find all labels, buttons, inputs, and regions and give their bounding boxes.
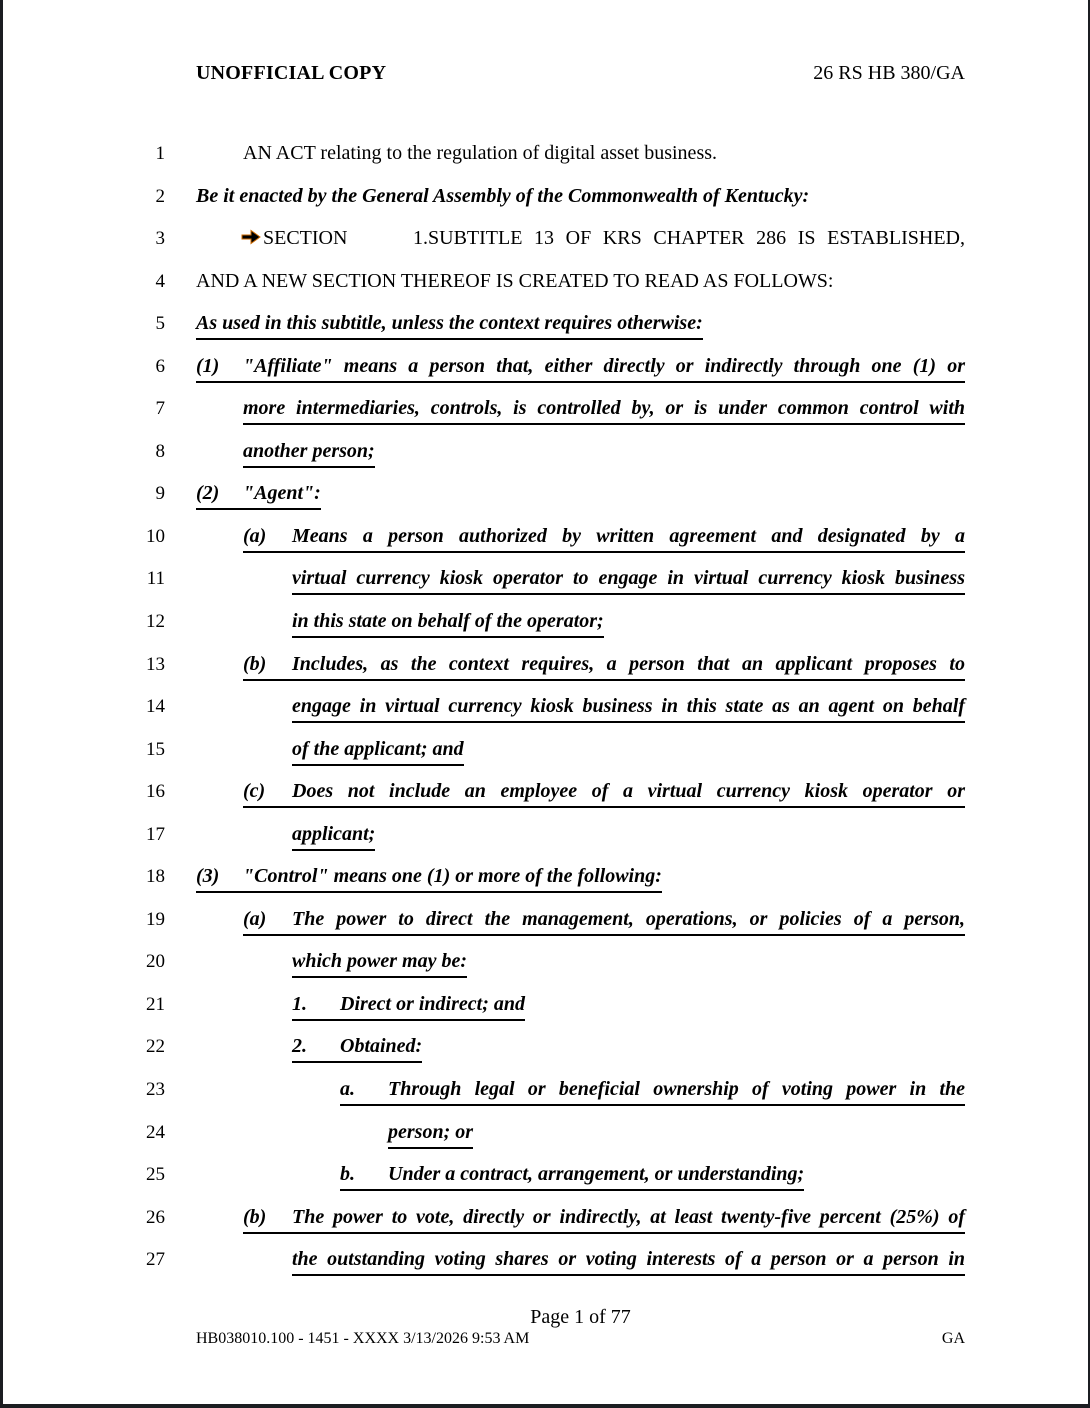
line-text: "Affiliate" means a person that, either directly or indirectly through one (1) or bbox=[243, 354, 965, 377]
line-text-segment bbox=[243, 779, 965, 808]
line-text-segment bbox=[340, 1162, 804, 1191]
item-marker: (a) bbox=[243, 907, 267, 930]
line-number: 2 bbox=[155, 185, 165, 207]
document-line bbox=[3, 992, 1088, 1035]
page-header bbox=[196, 62, 965, 85]
document-line bbox=[3, 566, 1088, 609]
item-marker: (1) bbox=[196, 354, 220, 377]
item-marker: (b) bbox=[243, 652, 267, 675]
line-text-segment bbox=[240, 226, 965, 251]
line-number: 23 bbox=[146, 1079, 165, 1101]
line-text: another person; bbox=[243, 439, 375, 462]
line-number: 8 bbox=[155, 440, 165, 462]
document-line bbox=[3, 481, 1088, 524]
document-line bbox=[3, 226, 1088, 269]
bill-reference-label: 26 RS HB 380/GA bbox=[813, 62, 965, 84]
line-content bbox=[196, 1120, 965, 1149]
line-content bbox=[196, 311, 965, 340]
line-content bbox=[196, 226, 965, 251]
line-text: Be it enacted by the General Assembly of the Commonwealth of Kentucky: bbox=[196, 184, 810, 207]
line-number: 3 bbox=[155, 228, 165, 250]
document-line bbox=[3, 1034, 1088, 1077]
line-text: in this state on behalf of the operator; bbox=[292, 610, 604, 633]
line-text-segment bbox=[340, 1077, 965, 1106]
document-line bbox=[3, 1247, 1088, 1290]
line-number: 12 bbox=[146, 611, 165, 633]
line-text: SUBTITLE 13 OF KRS CHAPTER 286 IS ESTABLISHED, bbox=[428, 227, 965, 250]
line-content bbox=[196, 652, 965, 681]
line-text-segment bbox=[243, 524, 965, 553]
line-content bbox=[196, 524, 965, 553]
item-marker: b. bbox=[340, 1163, 355, 1186]
line-text: the outstanding voting shares or voting interests of a person or a person in bbox=[292, 1248, 965, 1271]
line-text: applicant; bbox=[292, 822, 376, 845]
line-content bbox=[196, 1077, 965, 1106]
line-number: 6 bbox=[155, 355, 165, 377]
document-line bbox=[3, 524, 1088, 567]
line-text: Under a contract, arrangement, or understanding; bbox=[388, 1163, 805, 1186]
line-text: of the applicant; and bbox=[292, 737, 464, 760]
line-content bbox=[196, 1205, 965, 1234]
line-text-segment bbox=[292, 694, 965, 723]
line-text: person; or bbox=[388, 1120, 474, 1143]
line-number: 24 bbox=[146, 1121, 165, 1143]
line-text: more intermediaries, controls, is controlled by, or is under common control with bbox=[243, 397, 965, 420]
item-marker: 2. bbox=[292, 1035, 307, 1058]
line-number: 5 bbox=[155, 313, 165, 335]
line-content bbox=[196, 269, 965, 294]
line-number: 1 bbox=[155, 143, 165, 164]
line-number: 21 bbox=[146, 993, 165, 1015]
line-text: which power may be: bbox=[292, 950, 467, 973]
document-stamp: HB038010.100 - 1451 - XXXX 3/13/2026 9:53 AM bbox=[196, 1330, 530, 1347]
line-text: Includes, as the context requires, a person that an applicant proposes to bbox=[292, 652, 965, 675]
document-line bbox=[3, 694, 1088, 737]
document-line bbox=[3, 141, 1088, 184]
line-text-segment bbox=[292, 822, 375, 851]
line-text: Means a person authorized by written agreement and designated by a bbox=[292, 524, 965, 547]
line-text: "Agent": bbox=[243, 482, 321, 505]
line-text-segment bbox=[243, 1205, 965, 1234]
line-text-segment bbox=[243, 652, 965, 681]
document-line bbox=[3, 1120, 1088, 1163]
line-number: 25 bbox=[146, 1164, 165, 1186]
line-content bbox=[196, 609, 965, 638]
line-number: 17 bbox=[146, 823, 165, 845]
item-marker: 1. bbox=[292, 992, 307, 1015]
line-text: "Control" means one (1) or more of the following: bbox=[243, 865, 662, 888]
line-number: 27 bbox=[146, 1249, 165, 1271]
line-text-segment bbox=[243, 396, 965, 425]
document-line bbox=[3, 609, 1088, 652]
line-content bbox=[196, 737, 965, 766]
line-text: As used in this subtitle, unless the context requires otherwise: bbox=[196, 312, 703, 335]
line-number: 4 bbox=[155, 270, 165, 292]
line-text: AN ACT relating to the regulation of digital asset business. bbox=[243, 142, 718, 164]
line-content bbox=[196, 864, 965, 893]
line-text-segment bbox=[196, 184, 809, 209]
bill-text-body bbox=[3, 141, 1088, 1290]
document-line bbox=[3, 737, 1088, 780]
line-text-segment bbox=[292, 1034, 422, 1063]
line-text-segment bbox=[292, 609, 604, 638]
line-text-segment bbox=[243, 907, 965, 936]
line-text-segment bbox=[196, 481, 321, 510]
unofficial-copy-label: UNOFFICIAL COPY bbox=[196, 62, 387, 84]
line-text: The power to vote, directly or indirectly, at least twenty-five percent (25%) of bbox=[292, 1205, 965, 1228]
line-text-segment bbox=[196, 354, 965, 383]
line-content bbox=[196, 779, 965, 808]
line-number: 15 bbox=[146, 738, 165, 760]
line-text: Direct or indirect; and bbox=[340, 992, 525, 1015]
line-number: 18 bbox=[146, 866, 165, 888]
line-content bbox=[196, 354, 965, 383]
line-content bbox=[196, 1247, 965, 1276]
line-text-segment bbox=[292, 949, 467, 978]
line-content bbox=[196, 184, 965, 209]
line-text-segment bbox=[292, 737, 464, 766]
line-content bbox=[196, 1034, 965, 1063]
item-marker: (2) bbox=[196, 482, 220, 505]
chamber-code: GA bbox=[941, 1330, 965, 1347]
line-content bbox=[196, 949, 965, 978]
line-content bbox=[196, 396, 965, 425]
document-line bbox=[3, 184, 1088, 227]
line-text-segment bbox=[196, 311, 703, 340]
document-line bbox=[3, 439, 1088, 482]
document-line bbox=[3, 1077, 1088, 1120]
line-content bbox=[196, 822, 965, 851]
line-text-segment bbox=[196, 864, 662, 893]
item-marker: (3) bbox=[196, 865, 220, 888]
document-line bbox=[3, 396, 1088, 439]
line-text: AND A NEW SECTION THEREOF IS CREATED TO READ AS FOLLOWS: bbox=[196, 269, 834, 292]
line-text-segment bbox=[243, 439, 375, 468]
line-content bbox=[196, 481, 965, 510]
line-text: Obtained: bbox=[340, 1035, 423, 1058]
item-marker: (b) bbox=[243, 1205, 267, 1228]
document-line bbox=[3, 269, 1088, 312]
page-footer bbox=[196, 1330, 965, 1348]
line-number: 16 bbox=[146, 781, 165, 803]
line-number: 20 bbox=[146, 951, 165, 973]
document-line bbox=[3, 354, 1088, 397]
line-text-segment bbox=[388, 1120, 473, 1149]
line-content bbox=[196, 992, 965, 1021]
page-number: Page 1 of 77 bbox=[530, 1306, 631, 1328]
item-marker: (a) bbox=[243, 524, 267, 547]
line-content bbox=[196, 566, 965, 595]
line-content bbox=[196, 694, 965, 723]
line-content bbox=[196, 907, 965, 936]
line-text: Through legal or beneficial ownership of voting power in the bbox=[388, 1078, 965, 1101]
document-line bbox=[3, 864, 1088, 907]
document-line bbox=[3, 1162, 1088, 1205]
line-number: 22 bbox=[146, 1036, 165, 1058]
line-text-segment bbox=[196, 269, 833, 294]
line-content bbox=[196, 439, 965, 468]
document-line bbox=[3, 652, 1088, 695]
line-number: 10 bbox=[146, 525, 165, 547]
line-text-segment bbox=[292, 1247, 965, 1276]
line-number: 26 bbox=[146, 1206, 165, 1228]
document-line bbox=[3, 311, 1088, 354]
line-number: 19 bbox=[146, 908, 165, 930]
line-text-segment bbox=[292, 992, 525, 1021]
line-text: Does not include an employee of a virtual currency kiosk operator or bbox=[292, 780, 965, 803]
line-number: 13 bbox=[146, 653, 165, 675]
line-text: The power to direct the management, operations, or policies of a person, bbox=[292, 907, 965, 930]
document-line bbox=[3, 949, 1088, 992]
line-text: virtual currency kiosk operator to engage in virtual currency kiosk business bbox=[292, 567, 965, 590]
document-line bbox=[3, 822, 1088, 865]
line-content bbox=[196, 141, 965, 166]
line-number: 14 bbox=[146, 696, 165, 718]
line-text: engage in virtual currency kiosk business in this state as an agent on behalf bbox=[292, 695, 965, 718]
section-arrow-icon bbox=[240, 228, 262, 246]
item-marker: (c) bbox=[243, 780, 266, 803]
item-marker: SECTION 1. bbox=[240, 226, 428, 251]
line-number: 7 bbox=[155, 398, 165, 420]
document-line bbox=[3, 779, 1088, 822]
document-line bbox=[3, 907, 1088, 950]
item-marker: a. bbox=[340, 1078, 355, 1101]
document-line bbox=[3, 1205, 1088, 1248]
line-text-segment bbox=[243, 141, 717, 166]
line-number: 11 bbox=[146, 568, 165, 590]
line-content bbox=[196, 1162, 965, 1191]
line-number: 9 bbox=[155, 483, 165, 505]
line-text-segment bbox=[292, 566, 965, 595]
